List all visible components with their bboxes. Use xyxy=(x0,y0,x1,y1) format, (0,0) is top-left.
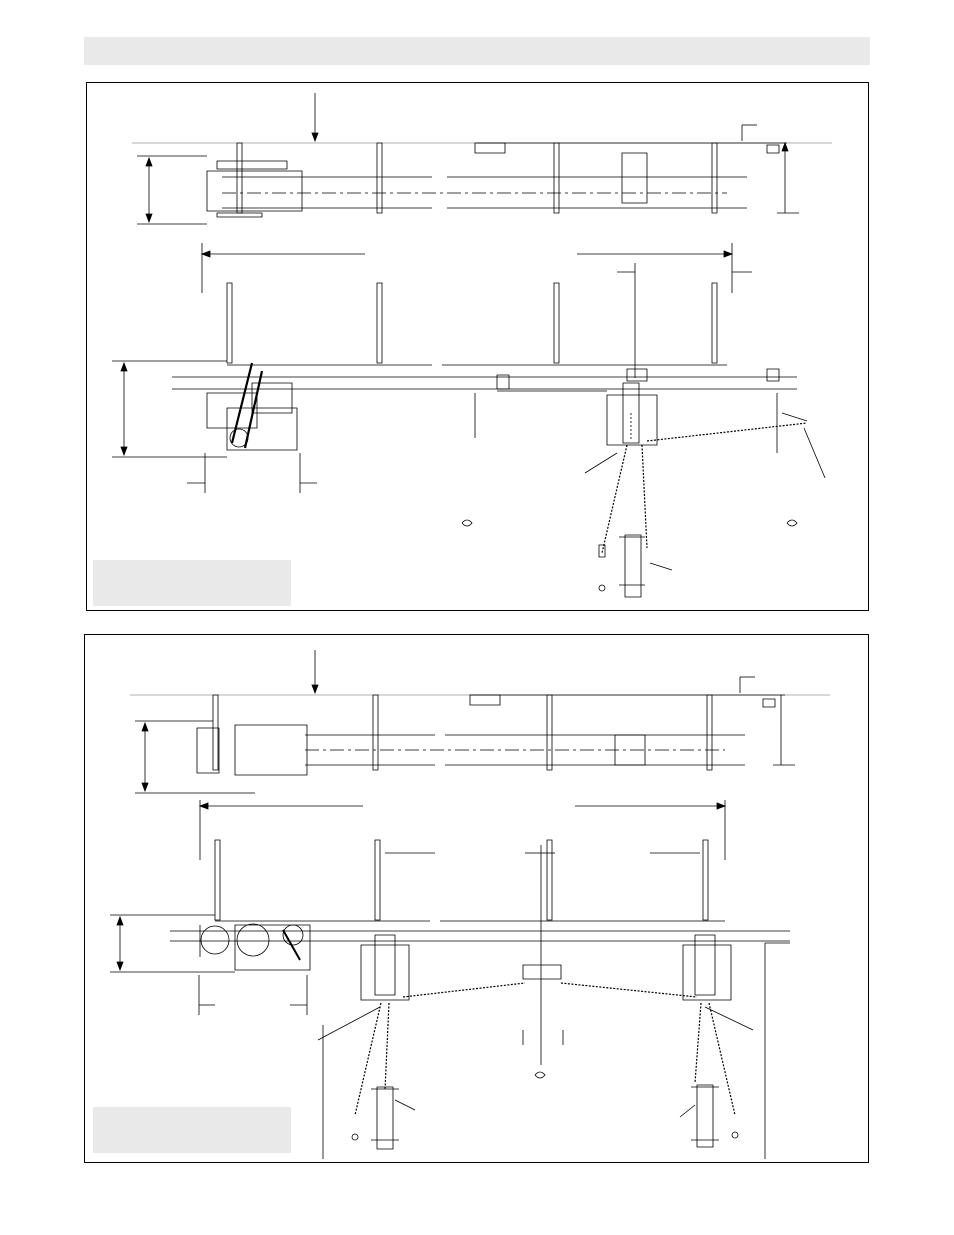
page-header-bar xyxy=(84,37,870,65)
rail-assembly-top-view-double xyxy=(197,695,785,775)
bottom-drawing xyxy=(85,635,870,1164)
rail-assembly-side-view-double xyxy=(170,840,790,1159)
top-drawing-panel xyxy=(86,82,869,611)
bottom-drawing-panel xyxy=(84,634,869,1163)
rail-assembly-top-view xyxy=(207,143,787,217)
rail-assembly-side-view xyxy=(172,283,825,597)
top-drawing xyxy=(87,83,870,612)
arrow-head xyxy=(312,133,318,141)
